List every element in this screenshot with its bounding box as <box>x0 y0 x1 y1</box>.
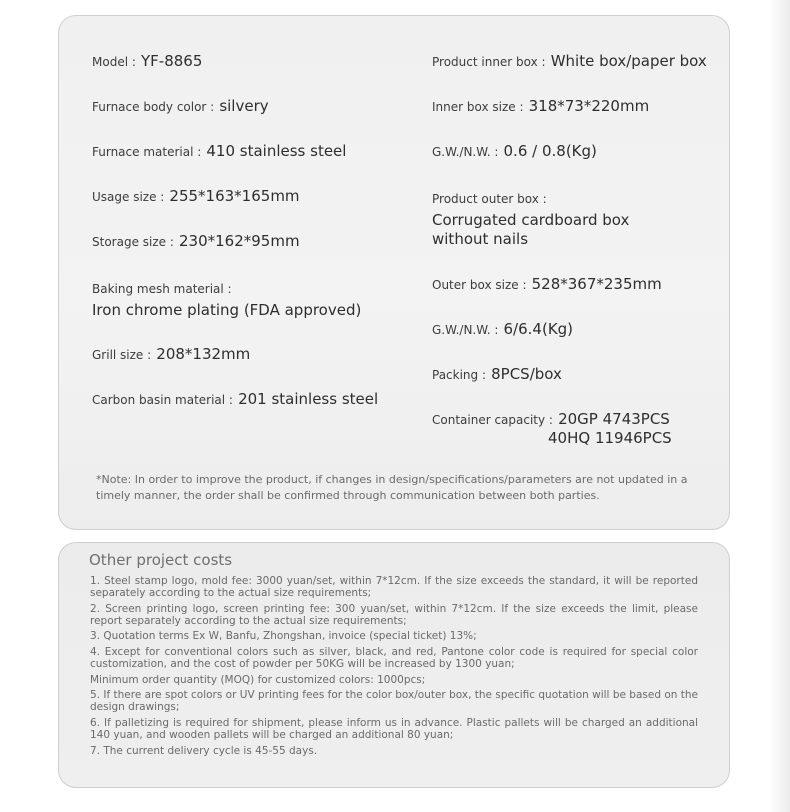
spec-value: Iron chrome plating (FDA approved) <box>92 301 362 319</box>
list-item: 1. Steel stamp logo, mold fee: 3000 yuan/set, within 7*12cm. If the size exceeds the standard, it will be reported separately according to the actual size requirements; <box>90 575 698 600</box>
spec-value: 528*367*235mm <box>531 275 662 293</box>
spec-label: Carbon basin material : <box>92 393 233 407</box>
spec-label: Furnace material : <box>92 145 202 159</box>
spec-usage-size <box>92 186 300 205</box>
spec-label: Baking mesh material : <box>92 282 232 296</box>
spec-label: Usage size : <box>92 190 165 204</box>
spec-value-line: 20GP 4743PCS <box>558 410 670 428</box>
spec-label: Storage size : <box>92 235 174 249</box>
spec-value: 8PCS/box <box>491 365 562 383</box>
spec-label: G.W./N.W. : <box>432 323 499 337</box>
spec-label: Inner box size : <box>432 100 524 114</box>
spec-packing <box>432 364 562 383</box>
list-item: 7. The current delivery cycle is 45-55 days. <box>90 744 318 757</box>
spec-value: 0.6 / 0.8(Kg) <box>503 142 597 160</box>
spec-furnace-body-color <box>92 96 269 115</box>
spec-label: Product outer box : <box>432 192 547 206</box>
spec-label: Container capacity : <box>432 413 553 427</box>
spec-label: Model : <box>92 55 136 69</box>
spec-value: 230*162*95mm <box>178 232 300 250</box>
spec-model <box>92 51 202 70</box>
spec-grill-size <box>92 344 250 363</box>
spec-label: Product inner box : <box>432 55 546 69</box>
spec-baking-mesh-material <box>92 278 361 320</box>
spec-container-capacity <box>432 409 672 448</box>
spec-label: G.W./N.W. : <box>432 145 499 159</box>
spec-furnace-material <box>92 141 346 160</box>
spec-carbon-basin-material <box>92 389 378 408</box>
spec-value-line: Corrugated cardboard box <box>432 211 630 229</box>
spec-value-line: 40HQ 11946PCS <box>548 429 672 447</box>
right-edge-shade <box>768 0 790 812</box>
spec-inner-gw-nw <box>432 141 597 160</box>
spec-storage-size <box>92 231 300 250</box>
list-item: 6. If palletizing is required for shipment, please inform us in advance. Plastic pallets will be charged an additional 140 yuan, and wooden pallets will be charged an additional 80 yuan; <box>90 716 698 742</box>
spec-value: 318*73*220mm <box>528 97 650 115</box>
spec-label: Grill size : <box>92 348 152 362</box>
spec-value: 6/6.4(Kg) <box>503 320 574 338</box>
spec-inner-box-size <box>432 96 649 115</box>
spec-value-line: without nails <box>432 230 529 248</box>
other-costs-list <box>90 575 698 760</box>
list-item: 5. If there are spot colors or UV printing fees for the color box/outer box, the specific quotation will be based on the design drawings; <box>90 689 698 714</box>
spec-value: White box/paper box <box>550 52 707 70</box>
list-item: 4. Except for conventional colors such as silver, black, and red, Pantone color code is required for special color customization, and the cost of powder per 50KG will be increased by 1300 yuan; <box>90 645 698 671</box>
spec-card <box>58 15 730 530</box>
list-item: Minimum order quantity (MOQ) for customized colors: 1000pcs; <box>90 673 426 686</box>
list-item: 3. Quotation terms Ex W, Banfu, Zhongshan, invoice (special ticket) 13%; <box>90 630 477 643</box>
spec-product-outer-box <box>432 188 629 249</box>
spec-value: YF-8865 <box>140 52 203 70</box>
spec-label: Outer box size : <box>432 278 527 292</box>
spec-value: 201 stainless steel <box>238 390 379 408</box>
spec-note: *Note: In order to improve the product, if changes in design/specifications/parameters are not updated in a timely manner, the order shall be confirmed through communication between both parties. <box>96 473 688 502</box>
spec-value: 255*163*165mm <box>169 187 300 205</box>
list-item: 2. Screen printing logo, screen printing fee: 300 yuan/set, within 7*12cm. If the size exceeds the limit, please report separately according to the actual size requirements; <box>90 602 698 627</box>
spec-value: 410 stainless steel <box>206 142 347 160</box>
other-costs-title: Other project costs <box>89 551 233 569</box>
other-costs-card <box>58 542 730 788</box>
spec-product-inner-box <box>432 51 707 70</box>
spec-label: Furnace body color : <box>92 100 215 114</box>
spec-value: 208*132mm <box>156 345 251 363</box>
spec-value: silvery <box>219 97 269 115</box>
spec-label: Packing : <box>432 368 487 382</box>
spec-outer-box-size <box>432 274 662 293</box>
spec-outer-gw-nw <box>432 319 573 338</box>
